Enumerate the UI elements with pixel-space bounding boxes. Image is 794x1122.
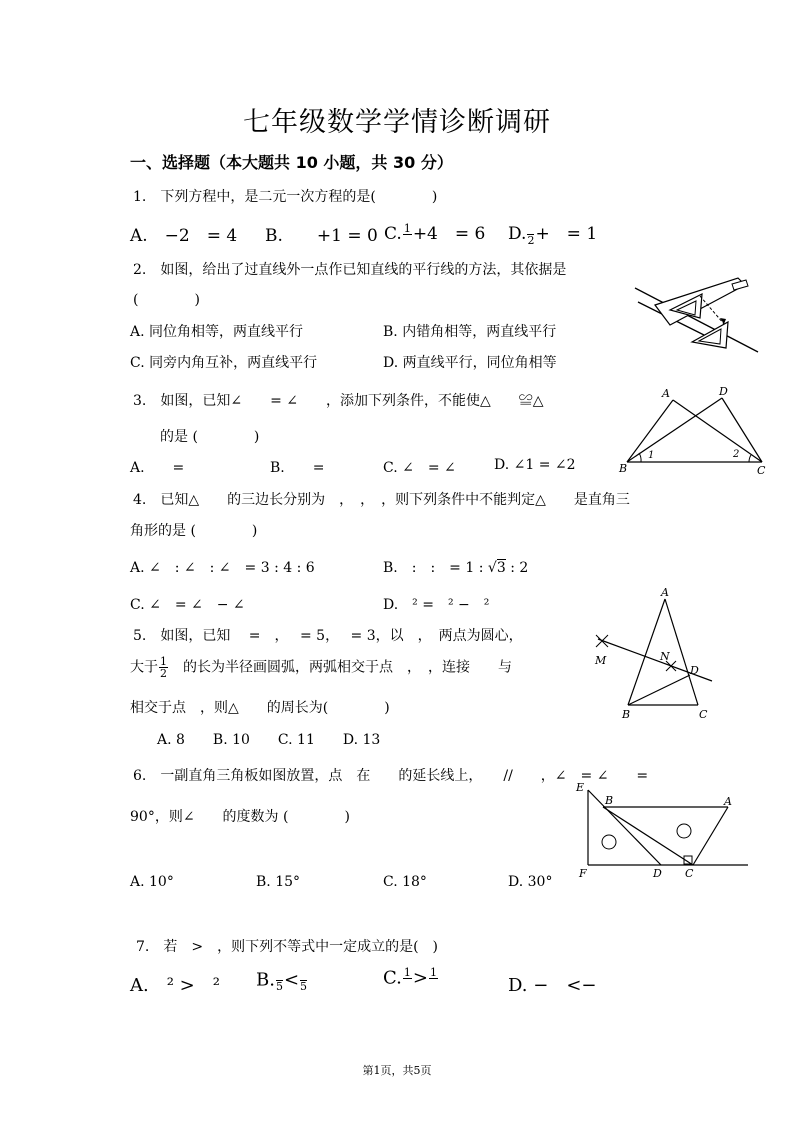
label-n: N [660, 650, 670, 663]
label-b: B [619, 462, 628, 475]
label-d: D [653, 867, 662, 880]
fraction-denominator: 2 [527, 234, 535, 247]
label-d: D [690, 664, 699, 677]
fraction-numerator: 1 [403, 222, 411, 235]
question-1-stem: 1. 下列方程中，是二元一次方程的是( ) [133, 189, 438, 205]
segment-ac [673, 400, 762, 462]
sqrt-radicand: 3 [496, 560, 506, 576]
hole-right [677, 824, 691, 838]
question-6-option-a: A. 10° [130, 874, 174, 890]
segment-ed [588, 790, 661, 865]
page-footer: 第1页，共5页 [362, 1064, 432, 1077]
question-7-stem: 7. 若 > ，则下列不等式中一定成立的是( ) [136, 939, 439, 955]
segment-ac [693, 807, 728, 865]
question-1-option-c [384, 219, 485, 246]
page-title: 七年级数学学情诊断调研 [243, 107, 551, 138]
question-6-option-d: D. 30° [508, 874, 553, 890]
label-e: E [576, 781, 585, 794]
segment-dc [722, 398, 762, 462]
question-5-stem-2 [130, 656, 512, 679]
question-3-option-b: B. = [270, 460, 325, 476]
option-c-rest: +4 = 6 [412, 224, 486, 244]
label-c: C [699, 708, 708, 721]
question-1-option-b: B. +1 = 0 [265, 226, 378, 246]
question-1-option-d [508, 219, 597, 246]
label-angle-1: 1 [648, 450, 655, 461]
fraction [527, 223, 534, 246]
option-c-label: C. [384, 224, 402, 244]
label-f: F [579, 867, 587, 880]
option-d-rest: + = 1 [535, 224, 598, 244]
fraction [429, 967, 438, 990]
question-5-options: A. 8 B. 10 C. 11 D. 13 [157, 732, 381, 748]
question-5-stem: 5. 如图，已知 = ， = 5， = 3，以 ， 两点为圆心， [133, 628, 523, 644]
question-1-option-a: A. −2 = 4 [130, 226, 238, 246]
question-4-option-b [383, 557, 528, 577]
question-5-stem-3: 相交于点 ，则△ 的周长为( ) [130, 700, 390, 716]
option-d-label: D. [508, 224, 527, 244]
fraction [403, 223, 412, 246]
angle-2-arc [749, 455, 751, 462]
label-c: C [685, 867, 694, 880]
segment-ac [665, 599, 698, 705]
question-4-option-c: C. ∠ = ∠ − ∠ [130, 597, 245, 613]
question-7-option-c [383, 967, 439, 990]
label-c: C [757, 464, 766, 477]
option-b-text: B. : : = 1 : [383, 560, 484, 576]
stem-text: 大于 [130, 659, 158, 676]
arc-mark-m [596, 635, 608, 647]
question-5-figure [590, 585, 720, 725]
question-2-option-a: A. 同位角相等，两直线平行 [130, 324, 304, 340]
fraction-denominator: 2 [160, 667, 167, 680]
question-4-stem-2: 角形的是 ( ) [130, 523, 258, 539]
fraction-numerator: 1 [429, 966, 437, 979]
fraction-denominator: 5 [300, 980, 308, 993]
fraction-denominator [429, 979, 438, 990]
question-4-option-d: D. ² = ² − ² [383, 597, 490, 613]
fraction-numerator: 1 [160, 655, 167, 668]
question-6-stem-2: 90°，则∠ 的度数为 ( ) [130, 809, 350, 825]
label-b: B [605, 794, 614, 807]
question-2-option-d: D. 两直线平行，同位角相等 [383, 355, 557, 371]
question-3-option-a: A. = [130, 460, 185, 476]
question-3-option-c: C. ∠ = ∠ [383, 460, 456, 476]
question-4-option-a: A. ∠ : ∠ : ∠ = 3 : 4 : 6 [130, 560, 315, 576]
label-m: M [595, 654, 607, 667]
fraction [403, 967, 412, 990]
question-6-figure [573, 780, 753, 880]
hole-left [602, 835, 616, 849]
question-3-stem-2: 的是 ( ) [160, 429, 260, 445]
question-3-figure [615, 385, 770, 477]
question-2-option-b: B. 内错角相等，两直线平行 [383, 324, 557, 340]
fraction-denominator [403, 979, 412, 990]
question-2-stem: 2. 如图，给出了过直线外一点作已知直线的平行线的方法，其依据是 [133, 262, 567, 278]
question-6-stem: 6. 一副直角三角板如图放置，点 在 的延长线上， // ，∠ = ∠ = [133, 768, 649, 784]
question-2-option-c: C. 同旁内角互补，两直线平行 [130, 355, 318, 371]
label-d: D [719, 385, 728, 398]
fraction [276, 969, 283, 992]
greater-than: > [412, 967, 428, 989]
question-2-paren: ( ) [133, 292, 200, 308]
question-7-option-a: A. ² > ² [130, 975, 220, 996]
question-3-stem: 3. 如图，已知∠ = ∠ ，添加下列条件，不能使△ ≌△ [133, 393, 544, 409]
option-c-label: C. [383, 967, 402, 989]
fraction [300, 969, 307, 992]
question-6-option-c: C. 18° [383, 874, 427, 890]
label-a: A [724, 795, 732, 808]
question-7-option-d: D. − <− [508, 975, 597, 996]
question-4-stem: 4. 已知△ 的三边长分别为 ， ， ，则下列条件中不能判定△ 是直角三 [133, 492, 630, 508]
segment-bd [627, 398, 722, 462]
section-heading: 一、选择题（本大题共 10 小题，共 30 分） [130, 153, 453, 172]
label-angle-2: 2 [733, 449, 740, 460]
sqrt-sign: √ [487, 560, 497, 576]
question-3-option-d: D. ∠1 = ∠2 [494, 457, 576, 473]
question-7-option-b [256, 969, 308, 992]
option-b-label: B. [256, 969, 275, 991]
stem-text-rest: 的长为半径画圆弧，两弧相交于点 ， ，连接 与 [169, 659, 512, 676]
fraction-denominator [403, 235, 412, 246]
fraction-denominator: 5 [275, 980, 283, 993]
angle-1-arc [639, 453, 641, 462]
question-2-figure [630, 270, 760, 365]
question-6-option-b: B. 15° [256, 874, 301, 890]
label-a: A [662, 387, 670, 400]
label-a: A [661, 586, 669, 599]
fraction-numerator: 1 [403, 966, 411, 979]
fraction [159, 656, 168, 679]
option-b-rest: : 2 [510, 560, 529, 576]
label-b: B [622, 708, 631, 721]
less-than: < [283, 969, 300, 991]
